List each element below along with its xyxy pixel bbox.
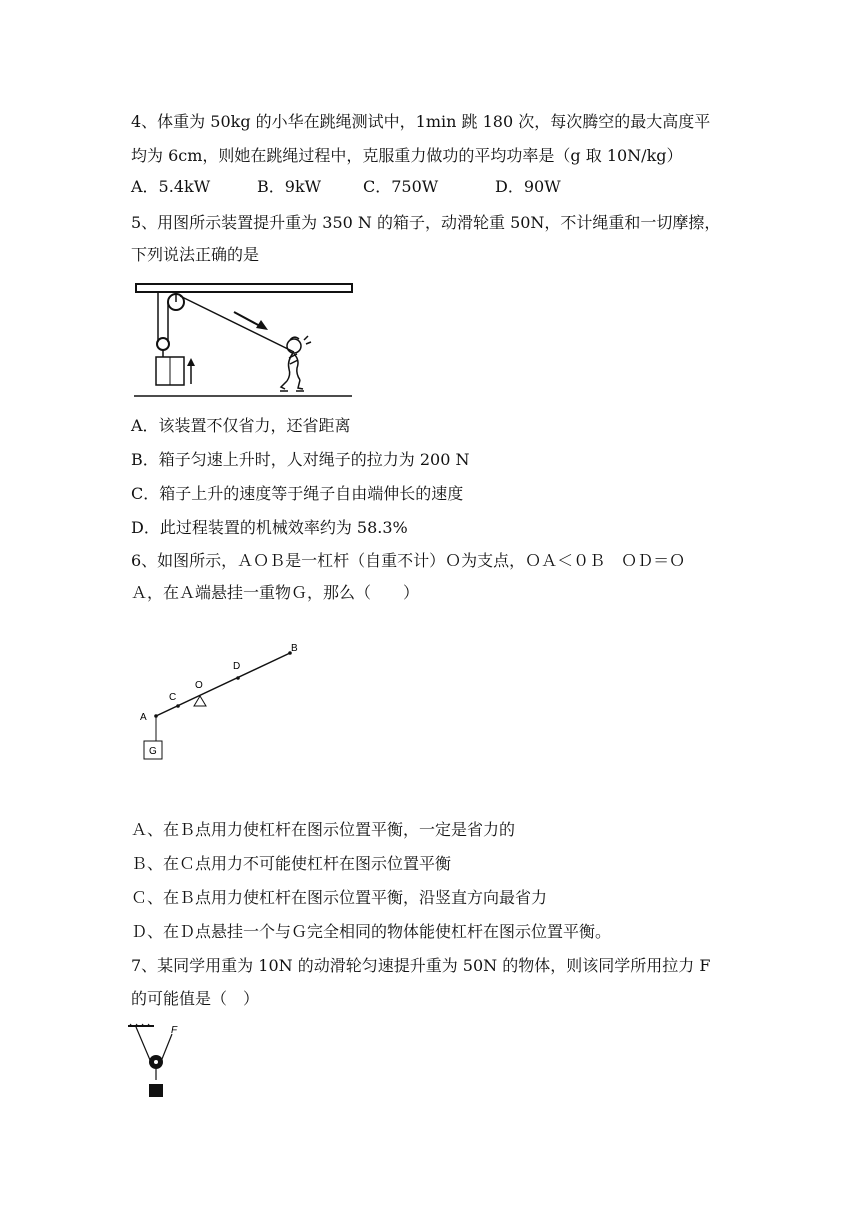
label-d: D (233, 661, 241, 672)
label-b: B (291, 643, 298, 654)
q5-stem-line2: 下列说法正确的是 (131, 245, 260, 264)
q5-pulley-figure (134, 280, 354, 406)
q6-stem-line2: Ａ，在Ａ端悬挂一重物Ｇ，那么（ ） (131, 583, 420, 602)
q6-option-c: Ｃ、在Ｂ点用力使杠杆在图示位置平衡，沿竖直方向最省力 (131, 888, 548, 907)
label-a: A (140, 712, 147, 723)
q6-option-a: Ａ、在Ｂ点用力使杠杆在图示位置平衡，一定是省力的 (131, 820, 516, 839)
q5-option-a: A．该装置不仅省力，还省距离 (131, 416, 351, 435)
label-o: O (195, 680, 203, 691)
label-c: C (169, 692, 177, 703)
q4-stem-line1: 4、体重为 50kg 的小华在跳绳测试中，1min 跳 180 次，每次腾空的最大高度平 (131, 112, 711, 131)
ceiling-beam (136, 284, 352, 292)
point-d (236, 676, 240, 680)
q4-option-c: C．750W (363, 177, 439, 196)
q7-stem-line1: 7、某同学用重为 10N 的动滑轮匀速提升重为 50N 的物体，则该同学所用拉力 F (131, 956, 711, 975)
pull-rope (180, 296, 294, 352)
q6-lever-figure (134, 636, 314, 766)
rope-fixed-end (136, 1027, 150, 1060)
label-g: G (149, 746, 157, 757)
q4-option-a: A．5.4kW (131, 177, 211, 196)
movable-pulley (157, 338, 169, 350)
q6-option-b: Ｂ、在Ｃ点用力不可能使杠杆在图示位置平衡 (131, 854, 452, 873)
rope-free-end (162, 1034, 172, 1059)
q5-option-c: C．箱子上升的速度等于绳子自由端伸长的速度 (131, 484, 464, 503)
point-c (176, 704, 180, 708)
lever-bar (156, 653, 290, 716)
q5-option-d: D．此过程装置的机械效率约为 58.3% (131, 518, 408, 537)
weight-block (149, 1084, 163, 1097)
q6-stem-line1: 6、如图所示，ＡＯＢ是一杠杆（自重不计）Ｏ为支点，ＯＡ＜０Ｂ ＯＤ＝Ｏ (131, 551, 686, 570)
q5-stem-line1: 5、用图所示装置提升重为 350 N 的箱子，动滑轮重 50N，不计绳重和一切摩擦， (131, 213, 721, 232)
q4-option-b: B．9kW (257, 177, 322, 196)
q7-pulley-figure (124, 1022, 194, 1102)
person-pulling (280, 336, 311, 391)
q5-option-b: B．箱子匀速上升时，人对绳子的拉力为 200 N (131, 450, 470, 469)
q4-option-d: D．90W (495, 177, 561, 196)
q4-stem-line2: 均为 6cm，则她在跳绳过程中，克服重力做功的平均功率是（g 取 10N/kg） (131, 146, 683, 165)
q6-option-d: Ｄ、在Ｄ点悬挂一个与Ｇ完全相同的物体能使杠杆在图示位置平衡。 (131, 922, 612, 941)
label-f: F (171, 1025, 178, 1036)
q7-stem-line2: 的可能值是（ ） (131, 989, 260, 1008)
